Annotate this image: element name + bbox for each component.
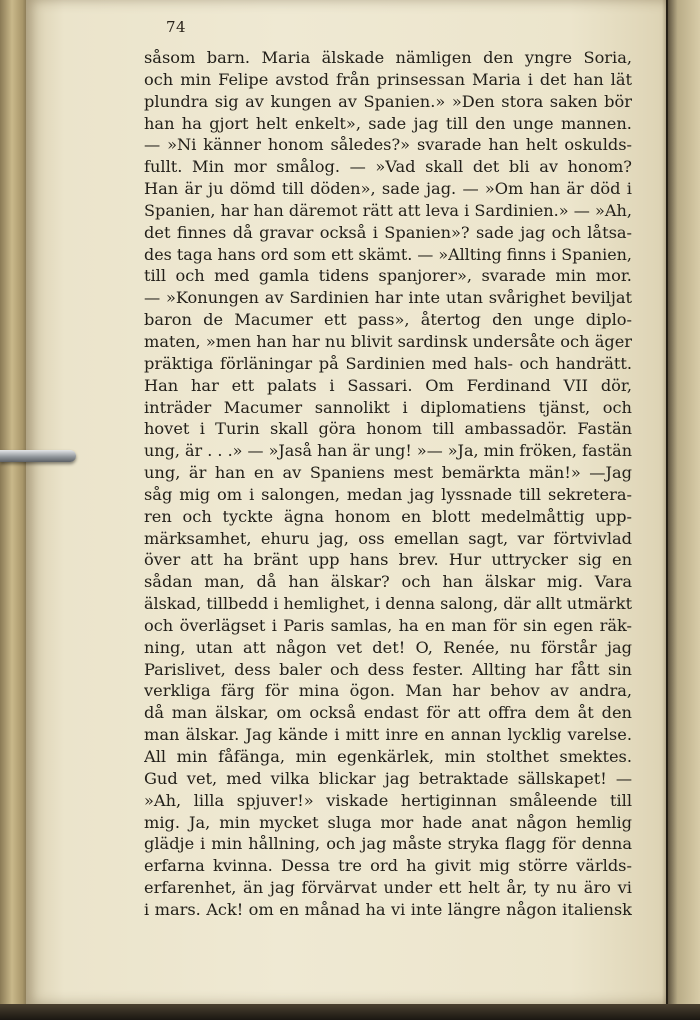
text-line: och överlägset i Paris samlas, ha en man för sin egen räk- bbox=[144, 615, 632, 635]
text-line: i mars. Ack! om en månad ha vi inte längre någon italiensk bbox=[144, 899, 632, 919]
facing-page-edge bbox=[668, 0, 700, 1004]
text-line: »Ah, lilla spjuver!» viskade hertiginnan småleende till bbox=[144, 790, 632, 810]
text-line: såg mig om i salongen, medan jag lyssnade till sekretera- bbox=[144, 484, 632, 504]
text-line: ning, utan att någon vet det! O, Renée, nu förstår jag bbox=[144, 637, 632, 657]
text-line: Han har ett palats i Sassari. Om Ferdinand VII dör, bbox=[144, 375, 632, 395]
text-line: fullt. Min mor smålog. — »Vad skall det bli av honom? bbox=[144, 157, 632, 177]
text-line: maten, »men han har nu blivit sardinsk undersåte och äger bbox=[144, 331, 632, 351]
text-line: erfarna kvinna. Dessa tre ord ha givit mig större världs- bbox=[144, 856, 632, 876]
text-line: och min Felipe avstod från prinsessan Maria i det han lät bbox=[144, 69, 632, 89]
text-line: ren och tyckte ägna honom en blott medelmåttig upp- bbox=[144, 506, 632, 526]
text-line: erfarenhet, än jag förvärvat under ett helt år, ty nu äro vi bbox=[144, 878, 632, 898]
text-line: Spanien, har han däremot rätt att leva i Sardinien.» — »Ah, bbox=[144, 200, 632, 220]
text-line: All min fåfänga, min egenkärlek, min stolthet smektes. bbox=[144, 747, 632, 766]
text-line: han ha gjort helt enkelt», sade jag till den unge mannen. bbox=[144, 113, 632, 133]
text-line: inträder Macumer sannolikt i diplomatiens tjänst, och bbox=[144, 397, 632, 417]
book-page bbox=[26, 0, 666, 1004]
text-line: baron de Macumer ett pass», återtog den unge diplo- bbox=[144, 310, 632, 330]
text-line: glädje i min hållning, och jag måste stryka flagg för denna bbox=[144, 834, 632, 854]
text-line: man älskar. Jag kände i mitt inre en annan lycklig varelse. bbox=[144, 725, 632, 745]
text-line: ung, är . . .» — »Jaså han är ung! »— »Ja, min fröken, fastän bbox=[144, 441, 632, 461]
text-line: ung, är han en av Spaniens mest bemärkta män!» —Jag bbox=[144, 463, 632, 483]
text-line: — »Ni känner honom således?» svarade han helt oskulds- bbox=[144, 135, 632, 155]
text-line: sådan man, då han älskar? och han älskar mig. Vara bbox=[144, 572, 632, 592]
text-line: Gud vet, med vilka blickar jag betraktade sällskapet! — bbox=[144, 768, 632, 788]
text-line: verkliga färg för mina ögon. Man har behov av andra, bbox=[144, 681, 632, 701]
text-line: såsom barn. Maria älskade nämligen den yngre Soria, bbox=[144, 48, 632, 67]
book-bottom-edge bbox=[0, 1004, 700, 1020]
text-line: Parislivet, dess baler och dess fester. Allting har fått sin bbox=[144, 659, 632, 679]
text-line: plundra sig av kungen av Spanien.» »Den stora saken bör bbox=[144, 91, 632, 111]
text-line: till och med gamla tidens spanjorer», svarade min mor. bbox=[144, 266, 632, 286]
metal-clip bbox=[0, 450, 76, 462]
text-line: det finnes då gravar också i Spanien»? sade jag och låtsa- bbox=[144, 222, 632, 242]
text-line: — »Konungen av Sardinien har inte utan svårighet beviljat bbox=[144, 288, 632, 308]
text-line: älskad, tillbedd i hemlighet, i denna salong, där allt utmärkt bbox=[144, 594, 632, 614]
text-line: märksamhet, ehuru jag, oss emellan sagt, var förtvivlad bbox=[144, 528, 632, 548]
page-body-text bbox=[144, 47, 632, 921]
text-line: då man älskar, om också endast för att offra dem åt den bbox=[144, 703, 632, 723]
text-line: mig. Ja, min mycket sluga mor hade anat någon hemlig bbox=[144, 812, 632, 832]
text-line: hovet i Turin skall göra honom till ambassadör. Fastän bbox=[144, 419, 632, 439]
text-line: över att ha bränt upp hans brev. Hur uttrycker sig en bbox=[144, 550, 632, 570]
page-number: 74 bbox=[166, 18, 187, 36]
text-line: des taga hans ord som ett skämt. — »Allting finns i Spanien, bbox=[144, 244, 632, 264]
text-line: präktiga förläningar på Sardinien med hals- och handrätt. bbox=[144, 353, 632, 373]
text-line: Han är ju dömd till döden», sade jag. — »Om han är död i bbox=[144, 179, 632, 199]
